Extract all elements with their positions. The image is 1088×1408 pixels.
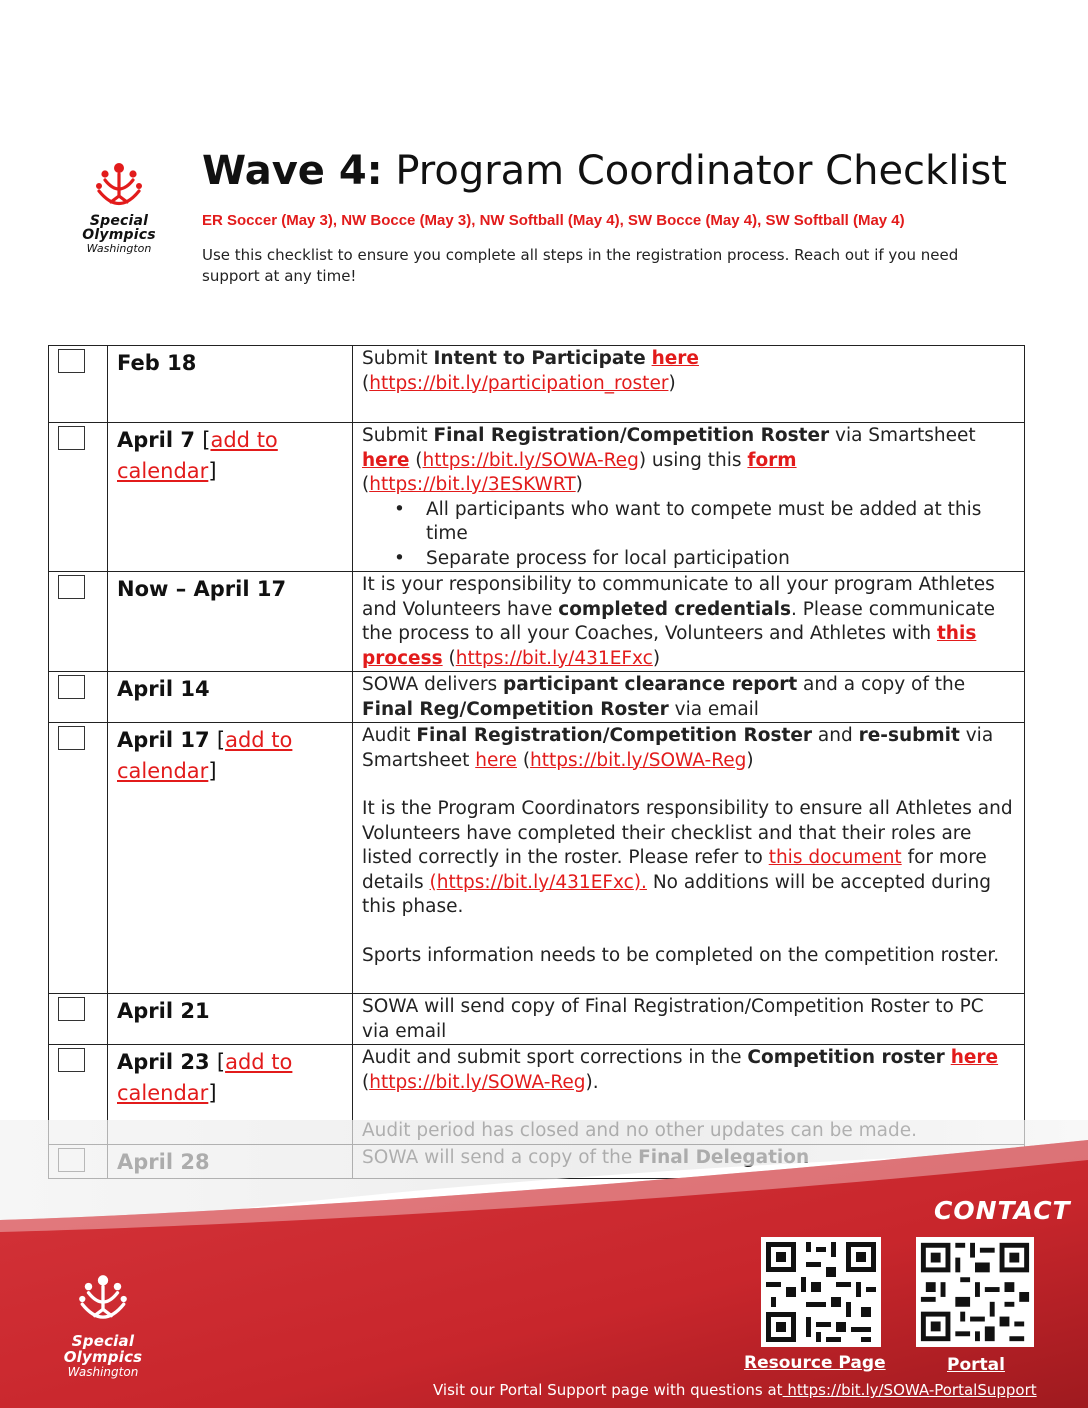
form-link[interactable]: form — [747, 449, 797, 471]
desc-bold: completed credentials — [558, 598, 792, 620]
desc-text: and a copy of the — [797, 674, 966, 695]
resource-page-qr-code[interactable] — [761, 1237, 881, 1347]
bullet-list — [362, 498, 1016, 572]
url-link[interactable]: https://bit.ly/3ESKWRT — [369, 474, 576, 495]
table-row — [49, 672, 1025, 723]
add-to-calendar-link[interactable]: add to calendar — [117, 728, 293, 783]
desc-text: via email — [668, 698, 759, 720]
desc-text: No additions will be accepted during this phase. — [362, 871, 991, 917]
checkbox[interactable] — [58, 675, 85, 699]
desc-text: It is the Program Coordinators responsibility to ensure all Athletes and Volunteers have completed their checklist and that their roles are listed correctly in the roster. Please refer to — [362, 798, 1013, 868]
page-title — [202, 148, 1007, 194]
title-rest: Program Coordinator Checklist — [382, 148, 1007, 194]
checkbox[interactable] — [58, 426, 85, 450]
checkbox[interactable] — [58, 997, 85, 1021]
add-to-calendar-link[interactable]: add to calendar — [117, 428, 278, 483]
portal-support-text — [433, 1381, 1037, 1399]
checkbox[interactable] — [58, 726, 85, 750]
contact-heading: CONTACT — [934, 1196, 1071, 1225]
desc-text: via Smartsheet — [829, 425, 976, 446]
special-olympics-emblem-icon — [73, 1270, 133, 1328]
here-link[interactable]: here — [950, 1047, 999, 1068]
desc-bold: Intent to Participate — [433, 348, 646, 369]
here-link[interactable]: here — [362, 449, 410, 471]
desc-bold: Competition roster — [747, 1047, 945, 1068]
url-link[interactable]: https://bit.ly/participation_roster — [369, 372, 669, 394]
desc-text: . Please communicate the process to all your Coaches, Volunteers and Athletes with — [362, 598, 995, 644]
portal-support-link[interactable]: https://bit.ly/SOWA-PortalSupport — [782, 1381, 1037, 1399]
list-item: • Separate process for local participation — [388, 547, 1016, 572]
table-row — [49, 346, 1025, 423]
special-olympics-emblem-icon — [91, 158, 147, 214]
desc-text: Sports information needs to be completed on the competition roster. — [362, 944, 1000, 966]
row-description: SOWA will send copy of Final Registration/Competition Roster to PC via email — [353, 994, 1025, 1045]
add-to-calendar-link[interactable]: add to calendar — [117, 1050, 293, 1105]
checklist-table — [48, 345, 1025, 1179]
logo-region: Washington — [67, 1365, 139, 1379]
desc-bold: Final Registration/Competition Roster — [433, 425, 830, 446]
desc-text: via Smartsheet — [362, 725, 994, 771]
desc-text: using this — [646, 449, 748, 471]
here-link[interactable]: here — [475, 749, 517, 771]
url-link[interactable]: (https://bit.ly/431EFxc). — [429, 871, 647, 893]
row-description: Audit Final Registration/Competition Roster and re-submit via Smartsheet here (https://bit.ly/SOWA-Reg) It is the Program Coordinators responsibility to ensure all Athletes and Volunteers have completed their checklist and that their roles are listed correctly in the roster. Please refer to this document for more details (https://bit.ly/431EFxc). No additions will be accepted during this phase. Sports information needs to be completed on the competition roster. — [353, 723, 1025, 994]
url-link[interactable]: https://bit.ly/431EFxc — [455, 647, 653, 669]
logo-word-olympics: Olympics — [82, 227, 156, 243]
logo-word-special: Special — [89, 213, 149, 229]
logo-word-olympics: Olympics — [63, 1348, 143, 1366]
list-item: • All participants who want to compete must be added at this time — [388, 498, 1016, 547]
row-date: April 14 — [108, 672, 353, 723]
desc-bold: Final Reg/Competition Roster — [362, 698, 669, 720]
row-description: Submit Final Registration/Competition Roster via Smartsheet here (https://bit.ly/SOWA-Reg) using this form (https://bit.ly/3ESKWRT) • All participants who want to compete must be added at this time • Separate process for local participation — [353, 423, 1025, 572]
row-description — [353, 672, 1025, 723]
here-link[interactable]: here — [651, 348, 699, 369]
checkbox[interactable] — [58, 349, 85, 373]
desc-text: and — [812, 725, 859, 746]
desc-text: It is your responsibility to communicate to all your program Athletes and Volunteers have — [362, 574, 995, 620]
checkbox[interactable] — [58, 1048, 85, 1072]
visit-text: Visit our Portal Support page with questions at — [433, 1381, 783, 1399]
logo-region: Washington — [86, 242, 152, 255]
logo-word-special: Special — [71, 1332, 135, 1350]
desc-text: Submit — [362, 348, 434, 369]
checkbox[interactable] — [58, 575, 85, 599]
row-description: Submit Intent to Participate here (https://bit.ly/participation_roster) — [353, 346, 1025, 423]
special-olympics-logo — [74, 158, 164, 255]
desc-bold: participant clearance report — [502, 674, 798, 695]
url-text: https://bit.ly/431EFxc — [436, 871, 634, 893]
desc-text: SOWA delivers — [362, 674, 503, 695]
events-subtitle: ER Soccer (May 3), NW Bocce (May 3), NW Softball (May 4), SW Bocce (May 4), SW Softball (May 4) — [202, 212, 905, 229]
portal-qr-code[interactable] — [916, 1237, 1034, 1347]
table-row: April 17 [add to calendar] Audit Final Registration/Competition Roster and re-submit via Smartsheet here (https://bit.ly/SOWA-Reg) It is the Program Coordinators responsibility to ensure all Athletes and Volunteers have completed their checklist and that their roles are listed correctly in the roster. Please refer to this document for more details (https://bit.ly/431EFxc). No additions will be accepted during this phase. Sports information needs to be completed on the competition roster. — [49, 723, 1025, 994]
special-olympics-logo-footer — [48, 1270, 158, 1379]
qr-code-icon — [761, 1237, 881, 1347]
this-document-link[interactable]: this document — [768, 847, 902, 868]
desc-bold: Final Registration/Competition Roster — [416, 725, 813, 746]
url-link[interactable]: https://bit.ly/SOWA-Reg — [530, 749, 747, 771]
title-wave: Wave 4: — [202, 148, 383, 194]
desc-text: Audit — [362, 725, 417, 746]
row-date: Now – April 17 — [108, 572, 353, 672]
row-date: April 21 — [108, 994, 353, 1045]
table-row: April 23 [add to calendar] Audit and submit sport corrections in the Competition roster here (https://bit.ly/SOWA-Reg). — [49, 1045, 1025, 1145]
row-description: Audit and submit sport corrections in the Competition roster here (https://bit.ly/SOWA-Reg). — [353, 1045, 1025, 1145]
desc-text: Submit — [362, 425, 434, 446]
qr-code-icon — [916, 1237, 1034, 1347]
row-date: April 17 — [117, 728, 210, 752]
row-date: April 23 — [117, 1050, 210, 1074]
table-row — [49, 994, 1025, 1045]
desc-bold: re-submit — [858, 725, 960, 746]
url-link[interactable]: https://bit.ly/SOWA-Reg — [369, 1071, 586, 1093]
row-description: It is your responsibility to communicate to all your program Athletes and Volunteers have completed credentials. Please communicate the process to all your Coaches, Volunteers and Athletes with this process (https://bit.ly/431EFxc) — [353, 572, 1025, 672]
desc-text: for more details — [362, 847, 987, 893]
row-date: April 7 — [117, 428, 195, 452]
resource-page-link[interactable]: Resource Page — [744, 1353, 886, 1373]
table-row — [49, 572, 1025, 672]
portal-link[interactable]: Portal — [947, 1355, 1005, 1375]
intro-text: Use this checklist to ensure you complete all steps in the registration process. Reach out if you need support at any time! — [202, 246, 959, 285]
table-row: April 7 [add to calendar] Submit Final Registration/Competition Roster via Smartsheet here (https://bit.ly/SOWA-Reg) using this form (https://bit.ly/3ESKWRT) • All participants who want to compete must be added at this time • Separate process for local participation — [49, 423, 1025, 572]
desc-text: Audit and submit sport corrections in the — [362, 1047, 748, 1068]
row-date: Feb 18 — [108, 346, 353, 423]
this-process-link[interactable]: this process — [362, 623, 977, 669]
url-link[interactable]: https://bit.ly/SOWA-Reg — [422, 449, 639, 471]
